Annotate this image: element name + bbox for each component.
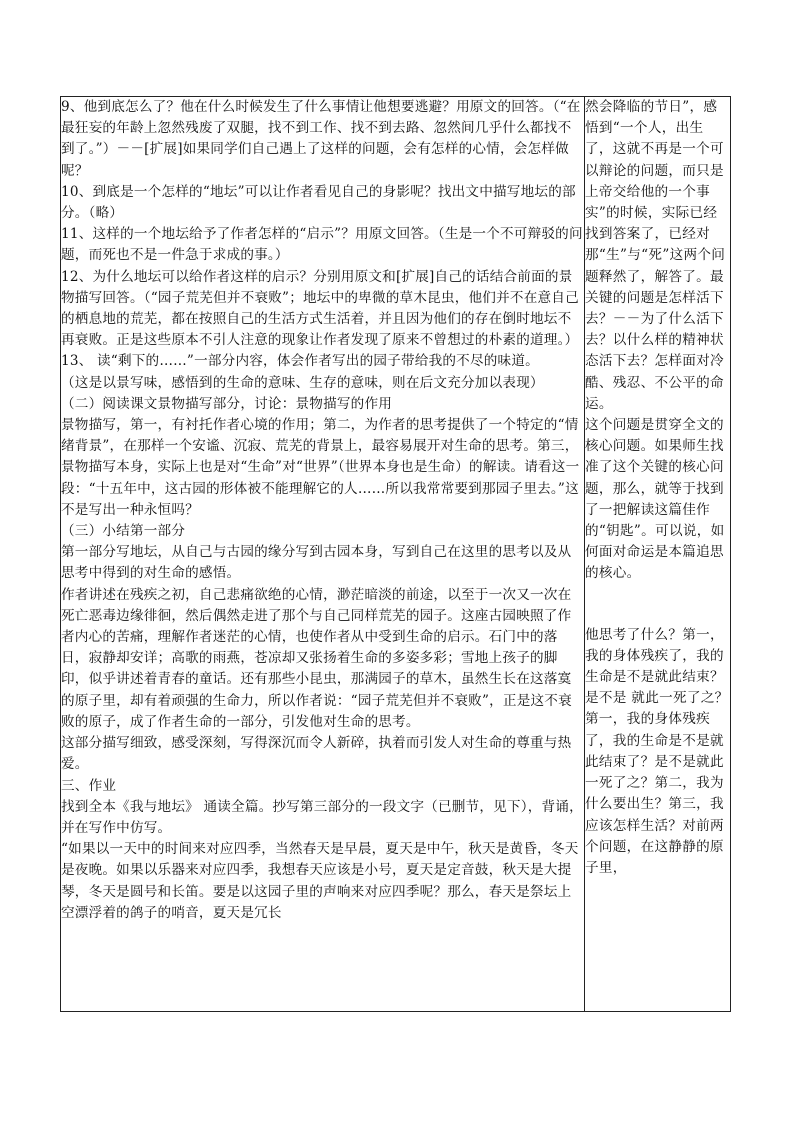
section-heading-3: （三）小结第一部分 — [61, 523, 186, 540]
main-text-body — [61, 97, 584, 924]
section-heading-2: （二）阅读课文景物描写部分，讨论：景物描写的作用 — [61, 395, 393, 412]
scenery-analysis: 景物描写，第一，有衬托作者心境的作用；第二，为作者的思考提供了一个特定的“情绪背景”，在那样一个安谧、沉寂、荒芜的背景上，最容易展开对生命的思考。第三，景物描写本身，实际上也是对“生命”对“世界”（世界本身也是生命）的解读。请看这一段：“十五年中，这古园的形体被不能理解它的人……所以我常常要到那园子里去。”这不是写出一种永恒吗？ — [61, 417, 580, 518]
side-note-3: 他思考了什么？第一，我的身体残疾了，我的生命是不是就此结束？是不是 就此一死了之？第一，我的身体残疾了，我的生命是不是就此结束了？是不是就此一死了之？第二，我为什么要出生？第三，我应该怎样生活？对前两个问题，在这静静的原子里， — [585, 626, 729, 876]
homework-heading: 三、作业 — [61, 777, 117, 794]
summary-paragraph-2: 作者讲述在残疾之初，自己悲痛欲绝的心情，渺茫暗淡的前途，以至于一次又一次在死亡恶毒边缘徘徊，然后偶然走进了那个与自己同样荒芜的园子。这座古园映照了作者内心的苦痛，理解作者迷茫的心情，也使作者从中受到生命的启示。石门中的落日，寂静却安详；高歌的雨燕，苍凉却又张扬着生命的多姿多彩；雪地上孩子的脚印，似乎讲述着青春的童话。还有那些小昆虫，那满园子的草木，虽然生长在这落寞的原子里，却有着顽强的生命力，所以作者说：“园子荒芜但并不衰败”，正是这不衰败的原子，成了作者生命的一部分，引发他对生命的思考。 — [61, 586, 572, 730]
side-notes-body — [585, 97, 730, 879]
summary-paragraph-3: 这部分描写细致，感受深刻，写得深沉而令人新碎，执着而引发人对生命的尊重与热爱。 — [61, 735, 572, 773]
question-12: 12、为什么地坛可以给作者这样的启示？分别用原文和[扩展]自己的话结合前面的景物描写回答。（“园子荒芜但并不衰败”；地坛中的卑微的草木昆虫，他们并不在意自己的栖息地的荒芜，都在按照自己的生活方式生活着，并且因为他们的存在倒时地坛不再衰败。正是这些原本不引人注意的现象让作者发现了原来不曾想过的朴素的道理。） — [61, 268, 579, 349]
question-10: 10、到底是一个怎样的“地坛”可以让作者看见自己的身影呢？找出文中描写地坛的部分。（略） — [61, 183, 576, 222]
side-note-2: 这个问题是贯穿全文的核心问题。如果师生找准了这个关键的核心问题，那么，就等于找到了一把解读这篇佳作的“钥匙”。可以说，如何面对命运是本篇追思的核心。 — [585, 417, 725, 582]
side-notes-cell — [585, 97, 731, 1012]
question-13: 13、 读“剩下的……”一部分内容，体会作者写出的园子带给我的不尽的味道。 — [61, 353, 539, 370]
homework-instructions: 找到全本《我与地坛》 通读全篇。抄写第三部分的一段文字（已删节，见下），背诵，并在写作中仿写。 — [61, 798, 583, 836]
table-row — [61, 97, 731, 1012]
main-content-cell — [61, 97, 585, 1012]
question-9: 9、他到底怎么了？他在什么时候发生了什么事情让他想要逃避？用原文的回答。（“在最狂妄的年龄上忽然残废了双腿，找不到工作、找不到去路、忽然间几乎什么都找不到了。”）－－[扩展]如果同学们自己遇上了这样的问题，会有怎样的心情，会怎样做呢？ — [61, 99, 581, 179]
lesson-plan-table — [60, 96, 731, 1012]
question-11: 11、这样的一个地坛给予了作者怎样的“启示”？用原文回答。（生是一个不可辩驳的问题，而死也不是一件急于求成的事。） — [61, 226, 583, 264]
side-note-spacer — [585, 585, 730, 625]
question-13-note: （这是以景写味，感悟到的生命的意味、生存的意味，则在后文充分加以表现） — [61, 374, 544, 391]
homework-excerpt: “如果以一天中的时间来对应四季，当然春天是早晨，夏天是中午，秋天是黄昏，冬天是夜晚。如果以乐器来对应四季，我想春天应该是小号，夏天是定音鼓，秋天是大提琴，冬天是圆号和长笛。要是以这园子里的声响来对应四季呢？那么，春天是祭坛上空漂浮着的鸽子的哨音，夏天是冗长 — [61, 841, 579, 921]
side-note-1: 然会降临的节日”，感悟到“一个人，出生了，这就不再是一个可以辩论的问题，而只是上帝交给他的一个事实”的时候，实际已经找到答案了，已经对那“生”与“死”这两个问题释然了，解答了。最关键的问题是怎样活下去？－－为了什么活下去？以什么样的精神状态活下去？怎样面对冷酷、残忍、不公平的命运。 — [585, 99, 726, 412]
summary-paragraph-1: 第一部分写地坛，从自己与古园的缘分写到古园本身，写到自己在这里的思考以及从思考中得到的对生命的感悟。 — [61, 544, 572, 582]
